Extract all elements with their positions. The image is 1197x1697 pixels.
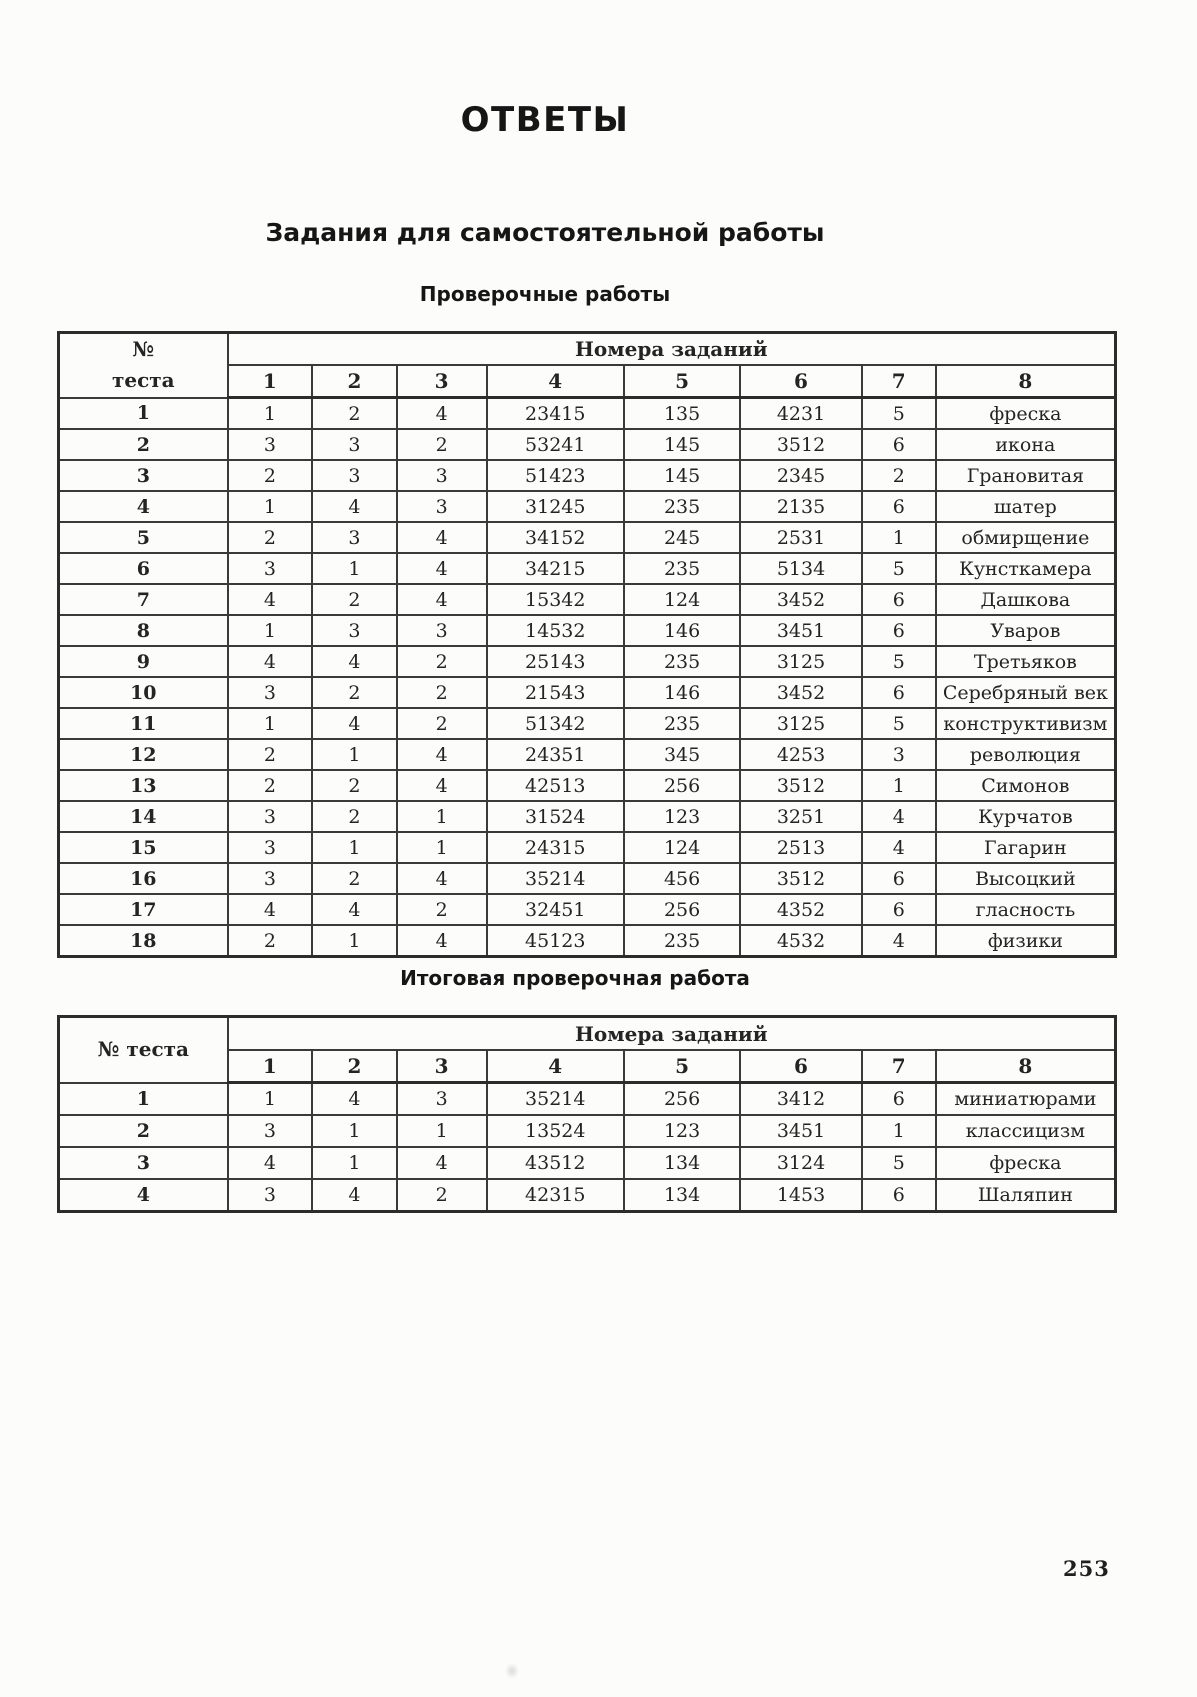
test-number-cell: 2 bbox=[59, 1115, 228, 1147]
answer-cell: 42513 bbox=[487, 770, 624, 801]
answer-cell: 256 bbox=[624, 894, 740, 925]
answer-cell: 3 bbox=[397, 1083, 487, 1116]
group-header: Номера заданий bbox=[228, 333, 1116, 366]
task-number-header: 8 bbox=[936, 365, 1116, 398]
answer-cell: Серебряный век bbox=[936, 677, 1116, 708]
answer-cell: 35214 bbox=[487, 1083, 624, 1116]
test-number-cell: 15 bbox=[59, 832, 228, 863]
answer-cell: 3 bbox=[312, 460, 397, 491]
answer-cell: 3 bbox=[228, 832, 313, 863]
answer-cell: обмирщение bbox=[936, 522, 1116, 553]
answer-cell: 123 bbox=[624, 801, 740, 832]
answer-cell: 25143 bbox=[487, 646, 624, 677]
table-row bbox=[59, 894, 1116, 925]
answer-cell: 134 bbox=[624, 1147, 740, 1179]
table-row bbox=[59, 770, 1116, 801]
answer-cell: 4 bbox=[312, 491, 397, 522]
answer-cell: 3451 bbox=[740, 1115, 862, 1147]
answer-cell: 1 bbox=[228, 615, 313, 646]
answer-cell: 34215 bbox=[487, 553, 624, 584]
table-row bbox=[59, 615, 1116, 646]
answer-cell: 1 bbox=[312, 925, 397, 957]
answer-cell: 1 bbox=[312, 1147, 397, 1179]
answer-cell: 2 bbox=[312, 398, 397, 430]
task-number-header: 3 bbox=[397, 365, 487, 398]
answer-cell: 6 bbox=[862, 894, 936, 925]
answer-cell: 124 bbox=[624, 584, 740, 615]
subsection-heading-verification: Проверочные работы bbox=[419, 282, 671, 306]
answer-cell: 6 bbox=[862, 615, 936, 646]
answer-cell: 1 bbox=[862, 1115, 936, 1147]
answer-cell: 145 bbox=[624, 460, 740, 491]
answer-cell: 3 bbox=[397, 491, 487, 522]
answer-cell: 4 bbox=[312, 1083, 397, 1116]
answer-cell: 23415 bbox=[487, 398, 624, 430]
test-number-cell: 12 bbox=[59, 739, 228, 770]
answer-cell: 124 bbox=[624, 832, 740, 863]
answer-cell: 3 bbox=[228, 1179, 313, 1212]
answer-cell: 4532 bbox=[740, 925, 862, 957]
scan-smudge bbox=[505, 1663, 519, 1679]
final-table bbox=[57, 1015, 1117, 1213]
answer-cell: 2345 bbox=[740, 460, 862, 491]
answer-cell: 51342 bbox=[487, 708, 624, 739]
answer-cell: 2 bbox=[312, 863, 397, 894]
answer-cell: 5 bbox=[862, 1147, 936, 1179]
test-number-header bbox=[59, 333, 228, 398]
answer-cell: Шаляпин bbox=[936, 1179, 1116, 1212]
answer-cell: 4 bbox=[228, 894, 313, 925]
answer-cell: 3251 bbox=[740, 801, 862, 832]
answer-cell: 4 bbox=[862, 925, 936, 957]
table-row bbox=[59, 925, 1116, 957]
section-heading: Задания для самостоятельной работы bbox=[265, 218, 825, 247]
table-row bbox=[59, 553, 1116, 584]
answer-cell: 6 bbox=[862, 429, 936, 460]
answer-cell: 4 bbox=[228, 584, 313, 615]
answer-cell: 1 bbox=[228, 491, 313, 522]
answer-cell: 4231 bbox=[740, 398, 862, 430]
answer-cell: 35214 bbox=[487, 863, 624, 894]
answer-cell: 245 bbox=[624, 522, 740, 553]
answer-cell: фреска bbox=[936, 398, 1116, 430]
answer-cell: фреска bbox=[936, 1147, 1116, 1179]
answer-cell: 235 bbox=[624, 491, 740, 522]
answer-cell: 3 bbox=[312, 429, 397, 460]
task-number-header: 2 bbox=[312, 1050, 397, 1083]
answer-cell: 2 bbox=[312, 770, 397, 801]
answer-cell: 3452 bbox=[740, 677, 862, 708]
answer-cell: 3512 bbox=[740, 429, 862, 460]
task-number-header: 6 bbox=[740, 1050, 862, 1083]
answer-cell: 3412 bbox=[740, 1083, 862, 1116]
answer-cell: 345 bbox=[624, 739, 740, 770]
test-number-cell: 2 bbox=[59, 429, 228, 460]
final-work-heading: Итоговая проверочная работа bbox=[400, 966, 750, 990]
answer-cell: 146 bbox=[624, 615, 740, 646]
test-number-cell: 5 bbox=[59, 522, 228, 553]
answer-cell: 2 bbox=[228, 739, 313, 770]
answer-cell: 1 bbox=[228, 708, 313, 739]
table-row bbox=[59, 1147, 1116, 1179]
answer-cell: гласность bbox=[936, 894, 1116, 925]
test-number-cell: 11 bbox=[59, 708, 228, 739]
answer-cell: Курчатов bbox=[936, 801, 1116, 832]
task-number-header: 5 bbox=[624, 365, 740, 398]
answer-cell: 4 bbox=[397, 925, 487, 957]
answer-cell: 235 bbox=[624, 708, 740, 739]
answer-cell: 4352 bbox=[740, 894, 862, 925]
answer-cell: 4253 bbox=[740, 739, 862, 770]
table-row bbox=[59, 739, 1116, 770]
answer-cell: 5 bbox=[862, 553, 936, 584]
answer-cell: 1 bbox=[312, 832, 397, 863]
answer-cell: шатер bbox=[936, 491, 1116, 522]
answer-cell: 256 bbox=[624, 770, 740, 801]
answer-cell: 4 bbox=[397, 553, 487, 584]
answer-cell: 31524 bbox=[487, 801, 624, 832]
task-number-header: 4 bbox=[487, 1050, 624, 1083]
answer-cell: 1 bbox=[312, 553, 397, 584]
answer-cell: 6 bbox=[862, 584, 936, 615]
answer-cell: 1 bbox=[397, 1115, 487, 1147]
answer-cell: 1 bbox=[312, 1115, 397, 1147]
answer-cell: 134 bbox=[624, 1179, 740, 1212]
answer-cell: 2 bbox=[312, 584, 397, 615]
answer-cell: 53241 bbox=[487, 429, 624, 460]
answer-cell: классицизм bbox=[936, 1115, 1116, 1147]
answer-cell: 51423 bbox=[487, 460, 624, 491]
corner-header-line2: теста bbox=[111, 368, 175, 393]
table-row bbox=[59, 429, 1116, 460]
answer-cell: 4 bbox=[397, 584, 487, 615]
answer-cell: Кунсткамера bbox=[936, 553, 1116, 584]
answer-cell: 3 bbox=[228, 863, 313, 894]
answer-cell: 3 bbox=[397, 460, 487, 491]
group-header: Номера заданий bbox=[228, 1017, 1116, 1051]
answer-cell: 4 bbox=[312, 646, 397, 677]
answer-cell: 5 bbox=[862, 708, 936, 739]
task-number-header: 6 bbox=[740, 365, 862, 398]
answer-cell: 146 bbox=[624, 677, 740, 708]
answer-cell: 1 bbox=[312, 739, 397, 770]
test-number-cell: 4 bbox=[59, 491, 228, 522]
answer-cell: 4 bbox=[397, 1147, 487, 1179]
table-row bbox=[59, 863, 1116, 894]
answer-cell: 3 bbox=[312, 522, 397, 553]
answer-cell: 4 bbox=[397, 398, 487, 430]
answer-cell: 3512 bbox=[740, 863, 862, 894]
answer-cell: 256 bbox=[624, 1083, 740, 1116]
answer-cell: 1 bbox=[228, 1083, 313, 1116]
answer-cell: 4 bbox=[312, 1179, 397, 1212]
answer-cell: 2 bbox=[397, 1179, 487, 1212]
answer-cell: физики bbox=[936, 925, 1116, 957]
answer-cell: 1 bbox=[397, 801, 487, 832]
answer-cell: 6 bbox=[862, 1083, 936, 1116]
answer-cell: 3 bbox=[228, 1115, 313, 1147]
table-row bbox=[59, 801, 1116, 832]
answer-cell: 45123 bbox=[487, 925, 624, 957]
table-row bbox=[59, 708, 1116, 739]
answer-cell: 6 bbox=[862, 677, 936, 708]
answer-cell: 5134 bbox=[740, 553, 862, 584]
corner-header-line1: № bbox=[132, 337, 155, 362]
answer-cell: революция bbox=[936, 739, 1116, 770]
answer-cell: 4 bbox=[862, 832, 936, 863]
answer-cell: 235 bbox=[624, 553, 740, 584]
answer-cell: 14532 bbox=[487, 615, 624, 646]
test-number-cell: 9 bbox=[59, 646, 228, 677]
answer-cell: 15342 bbox=[487, 584, 624, 615]
test-number-cell: 4 bbox=[59, 1179, 228, 1212]
answer-cell: 3 bbox=[228, 553, 313, 584]
answer-cell: 3512 bbox=[740, 770, 862, 801]
answer-cell: 456 bbox=[624, 863, 740, 894]
table-row bbox=[59, 584, 1116, 615]
table-row bbox=[59, 522, 1116, 553]
answer-cell: 3125 bbox=[740, 708, 862, 739]
test-number-cell: 18 bbox=[59, 925, 228, 957]
answer-cell: Симонов bbox=[936, 770, 1116, 801]
answer-cell: 5 bbox=[862, 398, 936, 430]
answer-cell: 43512 bbox=[487, 1147, 624, 1179]
answer-cell: 123 bbox=[624, 1115, 740, 1147]
answer-cell: 2 bbox=[397, 894, 487, 925]
answer-cell: 2531 bbox=[740, 522, 862, 553]
table-row bbox=[59, 1179, 1116, 1212]
answer-cell: 2 bbox=[397, 429, 487, 460]
answer-cell: 13524 bbox=[487, 1115, 624, 1147]
answer-cell: 42315 bbox=[487, 1179, 624, 1212]
answer-cell: 2 bbox=[228, 770, 313, 801]
test-number-cell: 13 bbox=[59, 770, 228, 801]
task-number-header: 8 bbox=[936, 1050, 1116, 1083]
test-number-cell: 3 bbox=[59, 1147, 228, 1179]
answer-cell: 235 bbox=[624, 646, 740, 677]
answer-cell: 2 bbox=[397, 708, 487, 739]
test-number-cell: 1 bbox=[59, 1083, 228, 1116]
table-row bbox=[59, 460, 1116, 491]
answer-cell: 4 bbox=[862, 801, 936, 832]
task-number-header: 5 bbox=[624, 1050, 740, 1083]
test-number-cell: 14 bbox=[59, 801, 228, 832]
answer-cell: 4 bbox=[312, 708, 397, 739]
task-number-header: 1 bbox=[228, 365, 313, 398]
answer-cell: 3 bbox=[312, 615, 397, 646]
answer-cell: 3452 bbox=[740, 584, 862, 615]
table-row bbox=[59, 832, 1116, 863]
answer-cell: 3 bbox=[397, 615, 487, 646]
answer-cell: 2 bbox=[397, 646, 487, 677]
answer-cell: 4 bbox=[228, 646, 313, 677]
answer-cell: 6 bbox=[862, 863, 936, 894]
task-number-header: 3 bbox=[397, 1050, 487, 1083]
answer-cell: 1 bbox=[862, 770, 936, 801]
answer-cell: 3451 bbox=[740, 615, 862, 646]
answer-cell: 4 bbox=[312, 894, 397, 925]
table-row bbox=[59, 491, 1116, 522]
answer-cell: 3 bbox=[862, 739, 936, 770]
answer-cell: 1 bbox=[862, 522, 936, 553]
answer-cell: 21543 bbox=[487, 677, 624, 708]
answer-cell: 6 bbox=[862, 491, 936, 522]
answer-cell: Уваров bbox=[936, 615, 1116, 646]
answer-cell: 4 bbox=[228, 1147, 313, 1179]
test-number-cell: 3 bbox=[59, 460, 228, 491]
test-number-cell: 16 bbox=[59, 863, 228, 894]
task-number-header: 1 bbox=[228, 1050, 313, 1083]
answer-cell: 3 bbox=[228, 429, 313, 460]
answer-cell: 2 bbox=[228, 522, 313, 553]
answer-cell: 3 bbox=[228, 801, 313, 832]
answer-cell: 3 bbox=[228, 677, 313, 708]
answer-cell: Грановитая bbox=[936, 460, 1116, 491]
answer-cell: 1 bbox=[228, 398, 313, 430]
answer-cell: миниатюрами bbox=[936, 1083, 1116, 1116]
answer-cell: 2 bbox=[862, 460, 936, 491]
task-number-header: 7 bbox=[862, 1050, 936, 1083]
answer-cell: конструктивизм bbox=[936, 708, 1116, 739]
answer-cell: 5 bbox=[862, 646, 936, 677]
answer-cell: 2135 bbox=[740, 491, 862, 522]
task-number-header: 7 bbox=[862, 365, 936, 398]
test-number-cell: 1 bbox=[59, 398, 228, 430]
answer-cell: 4 bbox=[397, 863, 487, 894]
test-number-cell: 7 bbox=[59, 584, 228, 615]
table-row bbox=[59, 646, 1116, 677]
answer-cell: 3125 bbox=[740, 646, 862, 677]
answer-cell: 4 bbox=[397, 770, 487, 801]
test-number-cell: 17 bbox=[59, 894, 228, 925]
answer-cell: 32451 bbox=[487, 894, 624, 925]
answer-cell: 4 bbox=[397, 522, 487, 553]
page-title: ОТВЕТЫ bbox=[460, 100, 630, 140]
answer-cell: 1453 bbox=[740, 1179, 862, 1212]
answer-cell: 4 bbox=[397, 739, 487, 770]
answer-cell: 2 bbox=[228, 925, 313, 957]
answer-cell: 145 bbox=[624, 429, 740, 460]
table-row bbox=[59, 398, 1116, 430]
table-row bbox=[59, 1083, 1116, 1116]
test-number-cell: 6 bbox=[59, 553, 228, 584]
answer-cell: Дашкова bbox=[936, 584, 1116, 615]
answer-cell: 2513 bbox=[740, 832, 862, 863]
answer-cell: 235 bbox=[624, 925, 740, 957]
answer-cell: 2 bbox=[312, 677, 397, 708]
test-number-cell: 8 bbox=[59, 615, 228, 646]
answer-cell: 2 bbox=[397, 677, 487, 708]
answer-cell: 24315 bbox=[487, 832, 624, 863]
table-row bbox=[59, 677, 1116, 708]
answer-cell: икона bbox=[936, 429, 1116, 460]
answer-cell: 3124 bbox=[740, 1147, 862, 1179]
task-number-header: 2 bbox=[312, 365, 397, 398]
answer-cell: 6 bbox=[862, 1179, 936, 1212]
answer-cell: 34152 bbox=[487, 522, 624, 553]
test-number-cell: 10 bbox=[59, 677, 228, 708]
answer-cell: 135 bbox=[624, 398, 740, 430]
test-number-header: № теста bbox=[59, 1017, 228, 1083]
answer-cell: 24351 bbox=[487, 739, 624, 770]
table-row bbox=[59, 1115, 1116, 1147]
task-number-header: 4 bbox=[487, 365, 624, 398]
page-number: 253 bbox=[1063, 1556, 1110, 1581]
answer-cell: Гагарин bbox=[936, 832, 1116, 863]
answer-cell: 31245 bbox=[487, 491, 624, 522]
answer-cell: 1 bbox=[397, 832, 487, 863]
answer-cell: Третьяков bbox=[936, 646, 1116, 677]
answer-cell: Высоцкий bbox=[936, 863, 1116, 894]
verification-table bbox=[57, 331, 1117, 958]
answer-cell: 2 bbox=[228, 460, 313, 491]
answer-cell: 2 bbox=[312, 801, 397, 832]
